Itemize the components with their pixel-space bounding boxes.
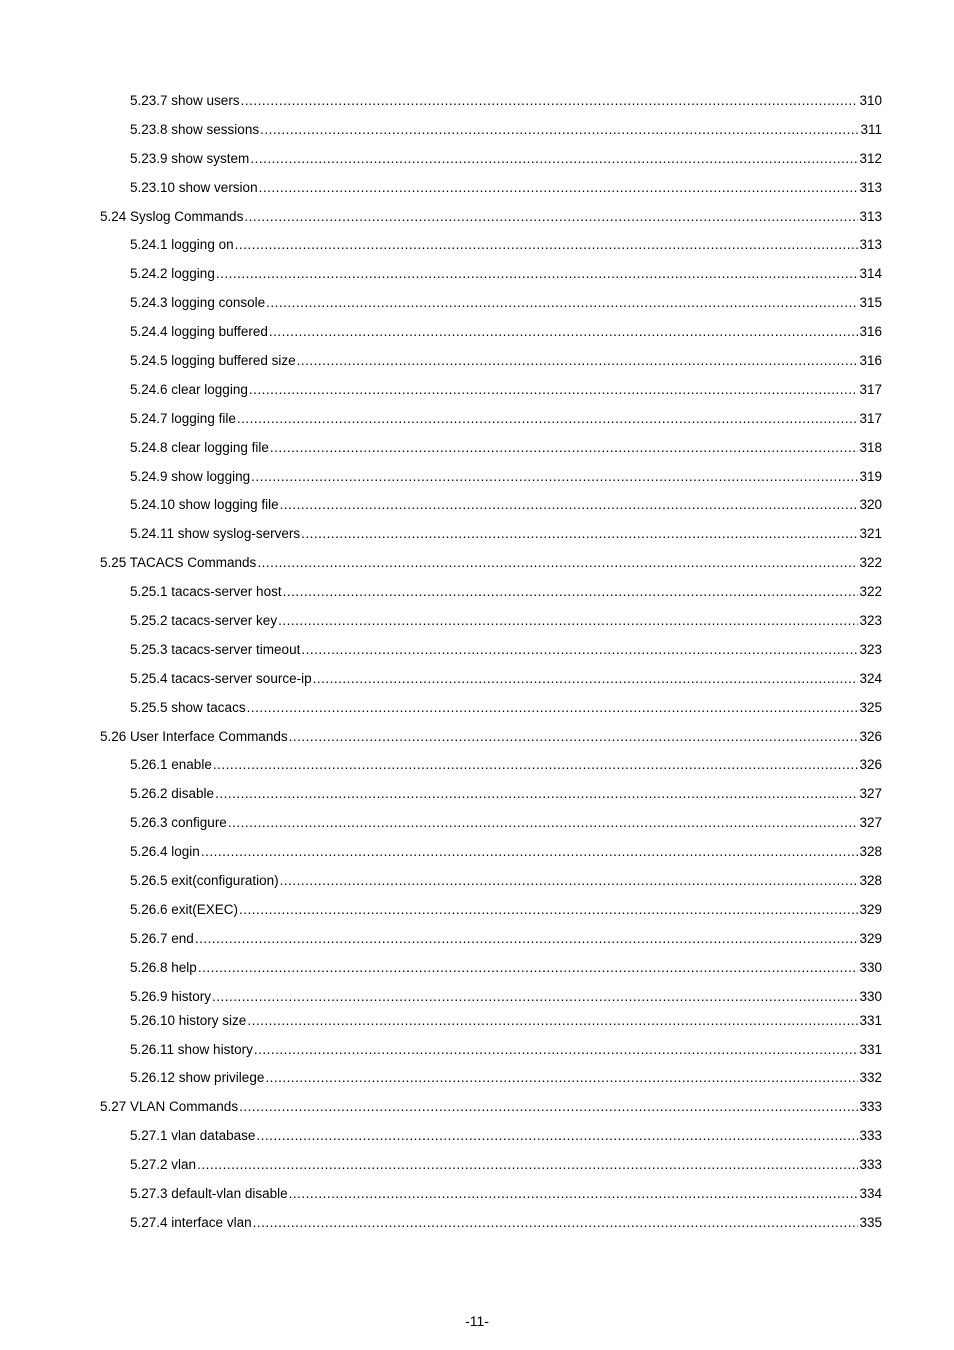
toc-dot-leader: [278, 613, 858, 629]
toc-entry-label: 5.26.7 end: [130, 930, 194, 946]
toc-entry[interactable]: [100, 671, 882, 700]
toc-entry-page: 332: [859, 1070, 882, 1086]
toc-dot-leader: [213, 757, 859, 773]
toc-entry-label: 5.26.10 history size: [130, 1012, 247, 1028]
toc-dot-leader: [249, 382, 859, 398]
toc-entry-label: 5.26.9 history: [130, 988, 212, 1004]
toc-entry-page: 312: [859, 150, 882, 166]
toc-entry-label: 5.23.7 show users: [130, 93, 240, 108]
toc-entry-label: 5.26.11 show history: [130, 1041, 253, 1057]
toc-entry-page: 323: [859, 641, 882, 657]
toc-dot-leader: [197, 1157, 858, 1173]
table-of-contents: [100, 93, 882, 1244]
toc-section-entry[interactable]: [100, 555, 882, 584]
toc-dot-leader: [266, 295, 858, 311]
toc-entry-label: 5.24 Syslog Commands: [100, 208, 244, 224]
toc-entry-label: 5.27.3 default-vlan disable: [130, 1185, 288, 1201]
toc-entry-page: 324: [859, 670, 882, 686]
toc-entry[interactable]: [100, 960, 882, 989]
toc-dot-leader: [301, 526, 858, 542]
toc-entry[interactable]: [100, 1013, 882, 1042]
toc-dot-leader: [254, 1042, 859, 1058]
toc-dot-leader: [247, 1013, 858, 1029]
toc-dot-leader: [239, 1099, 858, 1115]
toc-dot-leader: [260, 122, 859, 138]
toc-entry-label: 5.27.4 interface vlan: [130, 1214, 252, 1230]
toc-dot-leader: [201, 844, 859, 860]
toc-entry-label: 5.24.3 logging console: [130, 295, 266, 311]
toc-entry[interactable]: [100, 931, 882, 960]
toc-dot-leader: [250, 151, 858, 167]
toc-entry[interactable]: [100, 93, 882, 122]
toc-entry-page: 317: [859, 410, 882, 426]
toc-dot-leader: [247, 700, 859, 716]
toc-dot-leader: [289, 729, 859, 745]
toc-entry-label: 5.24.2 logging: [130, 266, 215, 282]
toc-entry-label: 5.23.10 show version: [130, 179, 258, 195]
toc-entry[interactable]: [100, 584, 882, 613]
toc-entry[interactable]: [100, 1042, 882, 1071]
toc-entry[interactable]: [100, 324, 882, 353]
toc-entry[interactable]: [100, 122, 882, 151]
toc-dot-leader: [228, 815, 859, 831]
toc-entry-page: 328: [859, 873, 882, 889]
toc-entry-page: 322: [859, 555, 882, 571]
toc-entry[interactable]: [100, 989, 882, 1013]
toc-entry-label: 5.24.7 logging file: [130, 410, 236, 426]
toc-entry-label: 5.26.4 login: [130, 844, 200, 860]
toc-entry[interactable]: [100, 295, 882, 324]
toc-dot-leader: [241, 93, 859, 109]
toc-dot-leader: [289, 1186, 859, 1202]
toc-entry[interactable]: [100, 1186, 882, 1215]
toc-entry-label: 5.25.4 tacacs-server source-ip: [130, 670, 312, 686]
toc-entry-label: 5.26.12 show privilege: [130, 1070, 265, 1086]
toc-entry-page: 318: [859, 439, 882, 455]
toc-dot-leader: [269, 324, 859, 340]
toc-entry[interactable]: [100, 1157, 882, 1186]
toc-dot-leader: [313, 671, 859, 687]
toc-entry[interactable]: [100, 151, 882, 180]
toc-dot-leader: [253, 1215, 859, 1231]
toc-section-entry[interactable]: [100, 209, 882, 238]
toc-entry-page: 334: [859, 1185, 882, 1201]
toc-dot-leader: [195, 931, 859, 947]
toc-entry[interactable]: [100, 180, 882, 209]
toc-entry[interactable]: [100, 1215, 882, 1244]
toc-entry[interactable]: [100, 815, 882, 844]
toc-entry-label: 5.23.8 show sessions: [130, 121, 260, 137]
toc-entry[interactable]: [100, 411, 882, 440]
toc-entry[interactable]: [100, 613, 882, 642]
toc-entry-label: 5.27.2 vlan: [130, 1157, 197, 1173]
toc-entry[interactable]: [100, 497, 882, 526]
toc-entry-page: 317: [859, 381, 882, 397]
toc-entry-page: 329: [859, 901, 882, 917]
toc-entry-page: 326: [859, 728, 882, 744]
toc-entry-page: 321: [859, 526, 882, 542]
toc-entry-page: 310: [859, 93, 882, 108]
toc-entry-label: 5.24.6 clear logging: [130, 381, 248, 397]
toc-entry[interactable]: [100, 353, 882, 382]
toc-entry-label: 5.23.9 show system: [130, 150, 250, 166]
toc-entry[interactable]: [100, 902, 882, 931]
toc-dot-leader: [198, 960, 859, 976]
toc-entry-label: 5.24.5 logging buffered size: [130, 353, 296, 369]
toc-entry-page: 315: [859, 295, 882, 311]
toc-entry-label: 5.24.9 show logging: [130, 468, 251, 484]
toc-entry-page: 330: [859, 988, 882, 1004]
toc-entry[interactable]: [100, 844, 882, 873]
toc-dot-leader: [280, 873, 859, 889]
toc-entry-page: 319: [859, 468, 882, 484]
toc-dot-leader: [215, 786, 858, 802]
toc-dot-leader: [239, 902, 858, 918]
toc-entry-label: 5.24.11 show syslog-servers: [130, 526, 301, 542]
toc-entry-page: 335: [859, 1214, 882, 1230]
toc-entry-page: 327: [859, 815, 882, 831]
toc-entry[interactable]: [100, 873, 882, 902]
toc-entry[interactable]: [100, 642, 882, 671]
toc-dot-leader: [212, 989, 858, 1005]
toc-dot-leader: [301, 642, 858, 658]
toc-entry-page: 326: [859, 757, 882, 773]
toc-entry-page: 331: [859, 1012, 882, 1028]
toc-entry-label: 5.24.10 show logging file: [130, 497, 279, 513]
toc-entry-page: 322: [859, 584, 882, 600]
toc-dot-leader: [259, 180, 859, 196]
toc-entry-label: 5.25.2 tacacs-server key: [130, 613, 278, 629]
toc-dot-leader: [257, 555, 858, 571]
toc-entry[interactable]: [100, 757, 882, 786]
toc-entry-page: 333: [859, 1128, 882, 1144]
toc-dot-leader: [244, 209, 858, 225]
toc-entry-page: 330: [859, 959, 882, 975]
toc-entry-label: 5.24.1 logging on: [130, 237, 234, 253]
toc-entry-label: 5.24.4 logging buffered: [130, 324, 268, 340]
toc-dot-leader: [251, 469, 858, 485]
toc-dot-leader: [270, 440, 859, 456]
toc-entry-page: 327: [859, 786, 882, 802]
toc-dot-leader: [256, 1128, 858, 1144]
toc-entry-page: 313: [859, 208, 882, 224]
toc-entry-label: 5.26.8 help: [130, 959, 197, 975]
toc-entry-label: 5.24.8 clear logging file: [130, 439, 269, 455]
toc-entry-page: 313: [859, 237, 882, 253]
toc-entry-label: 5.25.1 tacacs-server host: [130, 584, 282, 600]
toc-entry[interactable]: [100, 526, 882, 555]
toc-entry-page: 325: [859, 699, 882, 715]
toc-entry-page: 313: [859, 179, 882, 195]
toc-entry-label: 5.25.3 tacacs-server timeout: [130, 641, 301, 657]
toc-entry-page: 329: [859, 930, 882, 946]
toc-entry-page: 333: [859, 1099, 882, 1115]
toc-entry-page: 316: [859, 353, 882, 369]
toc-entry-page: 314: [859, 266, 882, 282]
toc-dot-leader: [283, 584, 859, 600]
toc-entry[interactable]: [100, 469, 882, 498]
toc-section-entry[interactable]: [100, 1099, 882, 1128]
toc-entry[interactable]: [100, 1128, 882, 1157]
toc-entry-label: 5.25.5 show tacacs: [130, 699, 246, 715]
toc-entry-label: 5.26.3 configure: [130, 815, 227, 831]
toc-dot-leader: [297, 353, 859, 369]
toc-entry[interactable]: [100, 700, 882, 729]
toc-entry-label: 5.26.1 enable: [130, 757, 212, 773]
toc-entry-label: 5.26.6 exit(EXEC): [130, 901, 239, 917]
toc-entry-page: 331: [859, 1041, 882, 1057]
toc-dot-leader: [216, 266, 859, 282]
toc-entry-page: 316: [859, 324, 882, 340]
toc-entry-label: 5.27.1 vlan database: [130, 1128, 256, 1144]
toc-entry[interactable]: [100, 382, 882, 411]
toc-entry-label: 5.27 VLAN Commands: [100, 1099, 239, 1115]
toc-entry-label: 5.26.2 disable: [130, 786, 215, 802]
toc-entry-label: 5.26 User Interface Commands: [100, 728, 288, 744]
toc-entry-label: 5.26.5 exit(configuration): [130, 873, 279, 889]
toc-dot-leader: [235, 237, 859, 253]
page-number: -11-: [465, 1313, 489, 1329]
toc-dot-leader: [280, 497, 859, 513]
toc-entry[interactable]: [100, 237, 882, 266]
toc-entry-page: 323: [859, 613, 882, 629]
toc-entry[interactable]: [100, 440, 882, 469]
toc-entry-page: 333: [859, 1157, 882, 1173]
toc-entry-label: 5.25 TACACS Commands: [100, 555, 257, 571]
toc-entry[interactable]: [100, 1070, 882, 1099]
toc-entry[interactable]: [100, 786, 882, 815]
toc-entry[interactable]: [100, 266, 882, 295]
toc-entry-page: 320: [859, 497, 882, 513]
toc-dot-leader: [237, 411, 859, 427]
toc-dot-leader: [265, 1070, 858, 1086]
toc-entry-page: 328: [859, 844, 882, 860]
toc-entry-page: 311: [860, 121, 882, 137]
toc-section-entry[interactable]: [100, 729, 882, 758]
